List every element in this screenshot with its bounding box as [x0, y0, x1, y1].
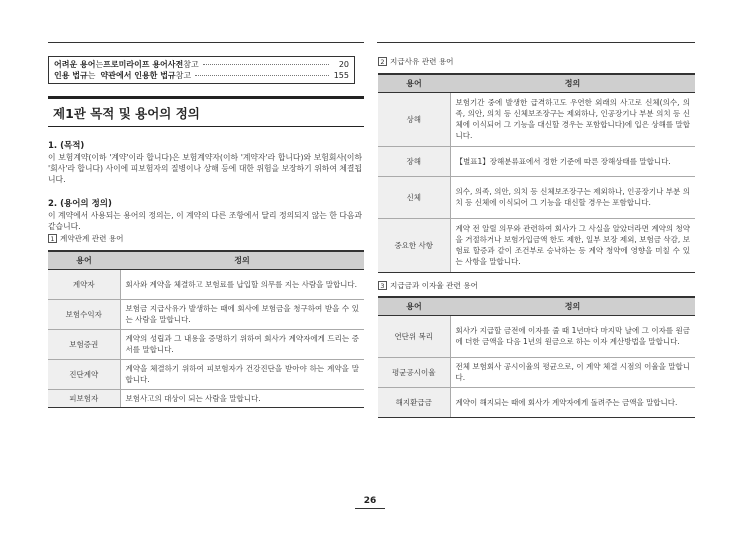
table-caption: [378, 280, 478, 291]
table-row: [48, 389, 364, 407]
table-row: [378, 146, 695, 176]
definition-cell: 보험사고의 대상이 되는 사람을 말합니다.: [120, 389, 364, 407]
table-row: [48, 329, 364, 359]
reference-label: 인용 법규: [54, 71, 88, 80]
table-row: [378, 387, 695, 417]
reference-text: 참고: [175, 71, 192, 80]
reference-page: 20: [338, 60, 349, 69]
reference-text: 참고: [183, 60, 199, 69]
reference-label: 어려운 용어: [54, 60, 96, 69]
term-cell: 평균공시이율: [378, 357, 450, 387]
definition-cell: 보험기간 중에 발생한 급격하고도 우연한 외래의 사고로 신체(의수, 의족, 의안, 의치 등 신체보조장구는 제외하나, 인공장기나 부분 의치 등 신체에 이식되어 그 기능을 대신할 경우는 포함합니다)에 입은 상해를 말합니다.: [450, 92, 695, 146]
definition-cell: 계약을 체결하기 위하여 피보험자가 건강진단을 받아야 하는 계약을 말합니다.: [120, 359, 364, 389]
table-caption-text: 지급금과 이자율 관련 용어: [390, 281, 478, 290]
column-header-term: 용어: [378, 74, 450, 92]
reference-row-glossary[interactable]: [54, 59, 349, 70]
reference-row-laws[interactable]: [54, 70, 349, 81]
definitions-paragraph: 이 계약에서 사용되는 용어의 정의는, 이 계약의 다른 조항에서 달리 정의되지 않는 한 다음과 같습니다.: [48, 211, 362, 231]
contract-terms-table: [48, 250, 364, 408]
table-header-row: [48, 251, 364, 269]
definitions-heading: 2. (용어의 정의): [48, 199, 112, 209]
reference-text: 는: [95, 60, 104, 69]
section-title: 제1관 목적 및 용어의 정의: [48, 96, 364, 127]
interest-terms-table: [378, 296, 695, 418]
column-header-term: 용어: [48, 251, 120, 269]
definition-cell: 회사와 계약을 체결하고 보험료를 납입할 의무를 지는 사람을 말합니다.: [120, 269, 364, 299]
table-caption-text: 계약관계 관련 용어: [60, 234, 124, 243]
definition-cell: 계약이 해지되는 때에 회사가 계약자에게 돌려주는 금액을 말합니다.: [450, 387, 695, 417]
term-cell: 피보험자: [48, 389, 120, 407]
term-cell: 연단위 복리: [378, 315, 450, 357]
table-row: [378, 315, 695, 357]
table-row: [378, 218, 695, 272]
purpose-heading: 1. (목적): [48, 141, 85, 151]
table-row: [48, 269, 364, 299]
table-caption: [378, 56, 454, 67]
term-cell: 해지환급금: [378, 387, 450, 417]
table-number-box: 3: [378, 281, 387, 290]
table-caption: [48, 233, 124, 244]
table-number-box: 1: [48, 234, 57, 243]
definition-cell: 회사가 지급할 금전에 이자를 줄 때 1년마다 마지막 날에 그 이자를 원금에 더한 금액을 다음 1년의 원금으로 하는 이자 계산방법을 말합니다.: [450, 315, 695, 357]
definition-cell: 의수, 의족, 의안, 의치 등 신체보조장구는 제외하나, 인공장기나 부분 의치 등 신체에 이식되어 그 기능을 대신할 경우는 포함합니다.: [450, 176, 695, 218]
term-cell: 보험증권: [48, 329, 120, 359]
reference-source: 약관에서 인용한 법규: [100, 71, 176, 80]
table-header-row: [378, 74, 695, 92]
term-cell: 보험수익자: [48, 299, 120, 329]
table-row: [378, 357, 695, 387]
payment-terms-table: [378, 73, 695, 273]
top-rule-right: [377, 42, 695, 43]
term-cell: 계약자: [48, 269, 120, 299]
term-cell: 신체: [378, 176, 450, 218]
page-number: 26: [355, 496, 385, 509]
table-row: [378, 176, 695, 218]
reference-text: 는: [87, 71, 101, 80]
column-header-term: 용어: [378, 297, 450, 315]
table-number-box: 2: [378, 57, 387, 66]
term-cell: 진단계약: [48, 359, 120, 389]
definition-cell: 전체 보험회사 공시이율의 평균으로, 이 계약 체결 시점의 이율을 말합니다.: [450, 357, 695, 387]
column-header-definition: 정의: [450, 297, 695, 315]
table-header-row: [378, 297, 695, 315]
reference-page: 155: [333, 71, 349, 80]
column-header-definition: 정의: [120, 251, 364, 269]
leader-dots: [203, 64, 329, 65]
table-caption-text: 지급사유 관련 용어: [390, 57, 454, 66]
column-header-definition: 정의: [450, 74, 695, 92]
definition-cell: 계약의 성립과 그 내용을 증명하기 위하여 회사가 계약자에게 드리는 증서를 말합니다.: [120, 329, 364, 359]
term-cell: 상해: [378, 92, 450, 146]
table-row: [48, 359, 364, 389]
table-row: [378, 92, 695, 146]
top-rule-left: [48, 42, 364, 43]
table-row: [48, 299, 364, 329]
definition-cell: 보험금 지급사유가 발생하는 때에 회사에 보험금을 청구하여 받을 수 있는 사람을 말합니다.: [120, 299, 364, 329]
reference-box: [48, 56, 355, 84]
reference-source: 프로미라이프 용어사전: [103, 60, 184, 69]
term-cell: 중요한 사항: [378, 218, 450, 272]
definition-cell: 계약 전 알릴 의무와 관련하여 회사가 그 사실을 알았더라면 계약의 청약을 거절하거나 보험가입금액 한도 제한, 일부 보장 제외, 보험금 삭감, 보험료 할증과 같이 조건부로 승낙하는 등 계약 청약에 영향을 미칠 수 있는 사항을 말합니다.: [450, 218, 695, 272]
purpose-paragraph: 이 보험계약(이하 '계약'이라 합니다)은 보험계약자(이하 '계약자'라 합니다)와 보험회사(이하 '회사'라 합니다) 사이에 피보험자의 질병이나 상해 등에 대한 위험을 보장하기 위하여 체결됩니다.: [48, 153, 362, 184]
definition-cell: 【별표1】장해분류표에서 정한 기준에 따른 장해상태를 말합니다.: [450, 146, 695, 176]
leader-dots: [195, 75, 329, 76]
term-cell: 장해: [378, 146, 450, 176]
